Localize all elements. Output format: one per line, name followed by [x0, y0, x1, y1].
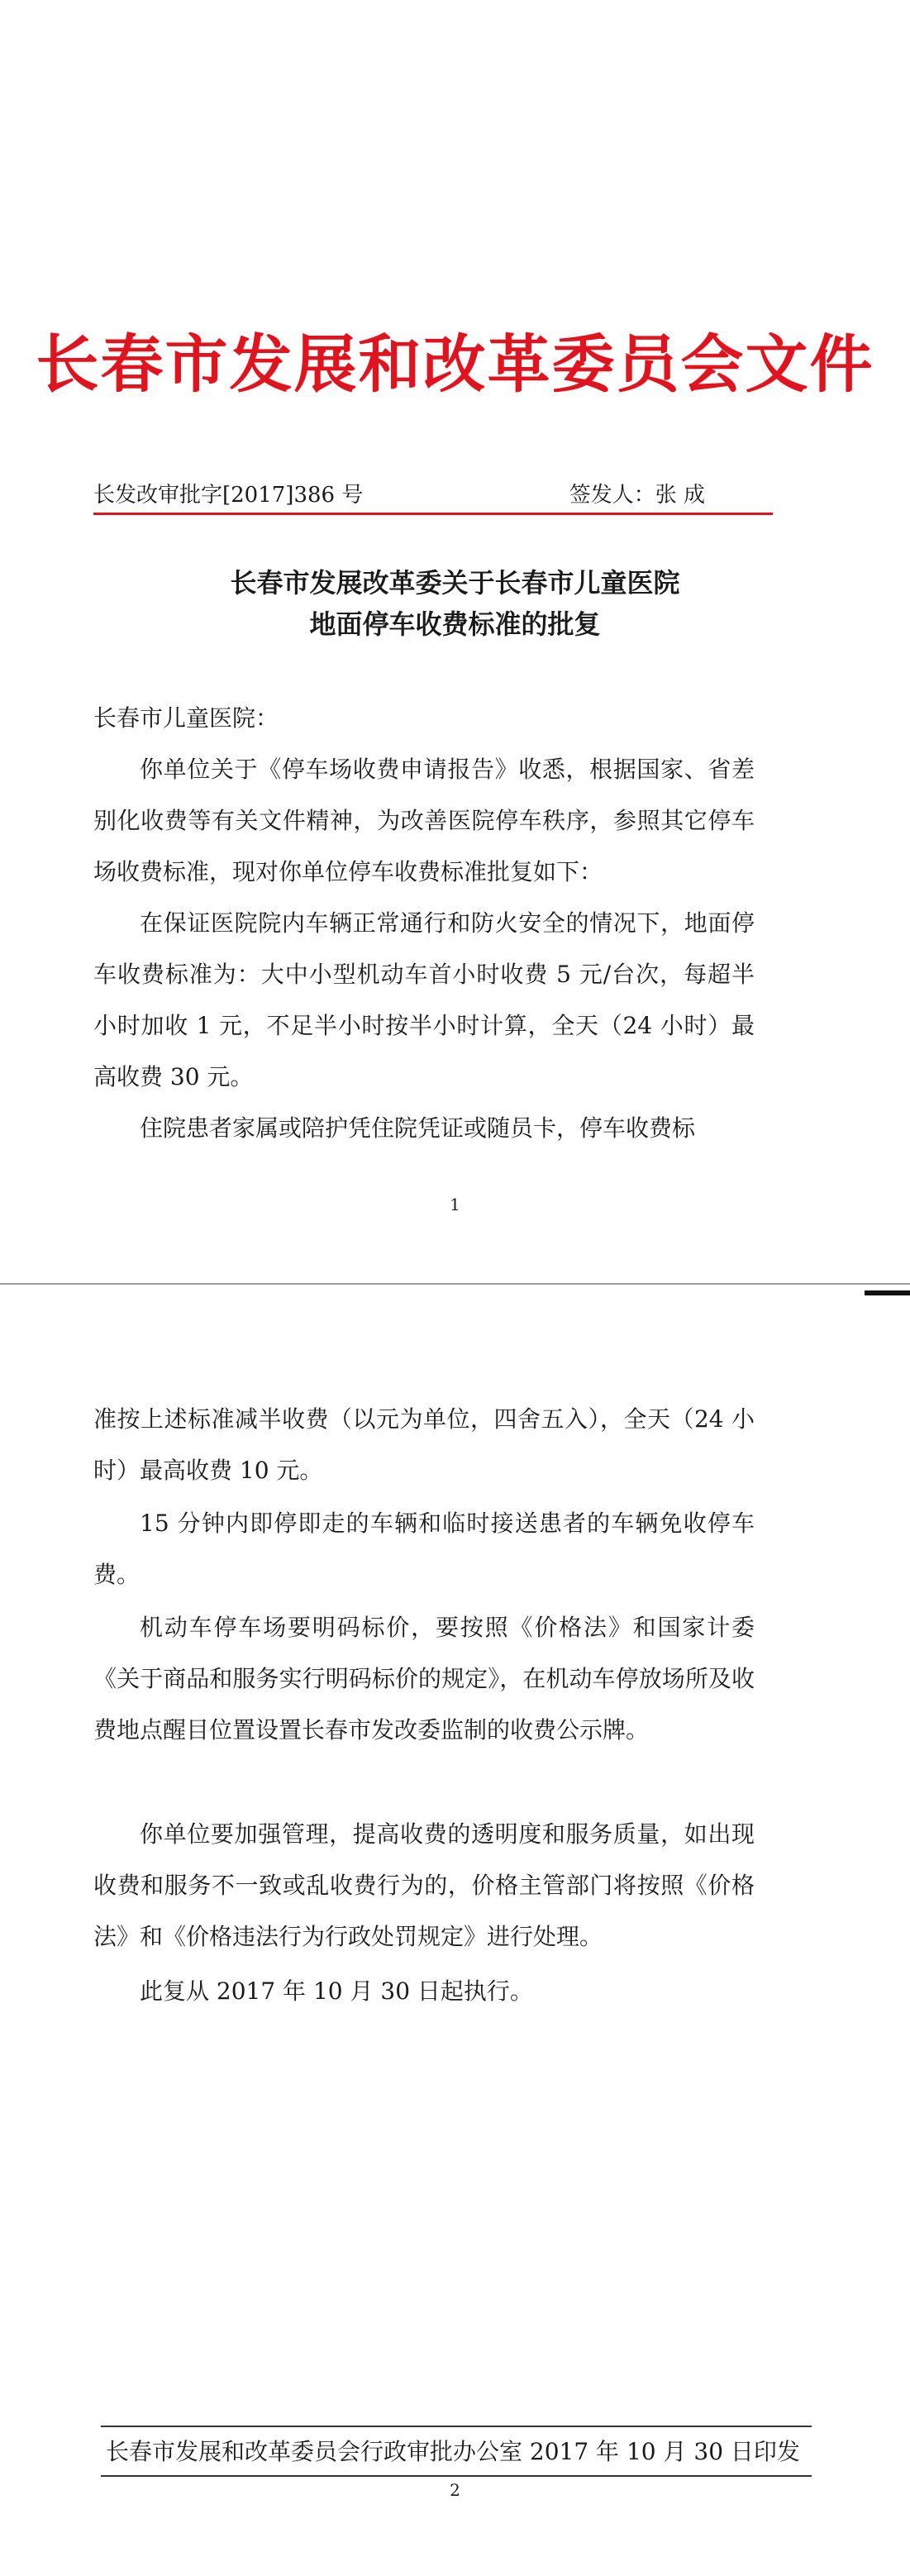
paragraph-3-end: 准按上述标准减半收费（以元为单位，四舍五入），全天（24 小时）最高收费 10 元。: [93, 1405, 755, 1484]
paragraph-7: 此复从 2017 年 10 月 30 日起执行。: [140, 1977, 533, 2005]
red-separator-rule: [93, 513, 773, 515]
addressee: 长春市儿童医院：: [93, 704, 279, 732]
paragraph-4: 15 分钟内即停即走的车辆和临时接送患者的车辆免收停车费。: [93, 1510, 755, 1588]
document-number: 长发改审批字[2017]386 号: [93, 483, 364, 508]
issuing-office-footer: 长春市发展和改革委员会行政审批办公室 2017 年 10 月 30 日印发: [106, 2438, 800, 2465]
document-page-1: [0, 0, 910, 1281]
subject-title-line-1: 长春市发展改革委关于长春市儿童医院: [230, 567, 680, 599]
page-number-1: 1: [450, 1195, 460, 1214]
paragraph-6: 你单位要加强管理，提高收费的透明度和服务质量，如出现收费和服务不一致或乱收费行为的，价格主管部门将按照《价格法》和《价格违法行为行政处罚规定》进行处理。: [93, 1820, 755, 1950]
paragraph-3-start: 住院患者家属或陪护凭住院凭证或随员卡，停车收费标: [140, 1114, 696, 1142]
footer-bottom-rule: [101, 2475, 812, 2477]
document-page-2: [0, 1296, 910, 2576]
paragraph-5: 机动车停车场要明码标价，要按照《价格法》和国家计委《关于商品和服务实行明码标价的规定》，在机动车停放场所及收费地点醒目位置设置长春市发改委监制的收费公示牌。: [93, 1614, 755, 1744]
footer-top-rule: [101, 2426, 812, 2427]
subject-title-line-2: 地面停车收费标准的批复: [309, 608, 601, 640]
page-break-line: [0, 1283, 910, 1285]
page-number-2: 2: [450, 2480, 460, 2500]
issuer-title: 长春市发展和改革委员会文件: [36, 327, 874, 401]
page-break-mark: [865, 1290, 910, 1295]
paragraph-1: 你单位关于《停车场收费申请报告》收悉，根据国家、省差别化收费等有关文件精神，为改善医院停车秩序，参照其它停车场收费标准，现对你单位停车收费标准批复如下：: [93, 756, 755, 885]
paragraph-2: 在保证医院院内车辆正常通行和防火安全的情况下，地面停车收费标准为：大中小型机动车首小时收费 5 元/台次，每超半小时加收 1 元，不足半小时按半小时计算，全天（24 小时）最高收费 30 元。: [93, 909, 755, 1090]
signer: 签发人：张 成: [569, 483, 705, 508]
